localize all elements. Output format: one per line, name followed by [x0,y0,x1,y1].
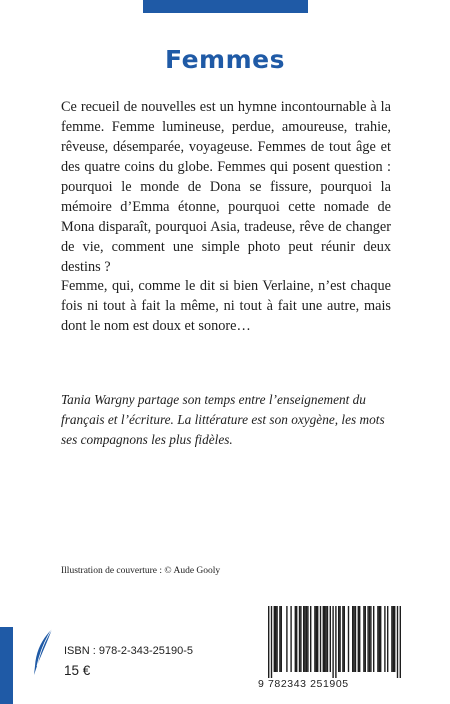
author-bio: Tania Wargny partage son temps entre l’enseignement du français et l’écriture. La littérature est son oxygène, les mots ses compagnons les plus fidèles. [61,392,385,447]
synopsis-paragraph: Ce recueil de nouvelles est un hymne incontournable à la femme. Femme lumineuse, perdue, amoureuse, trahie, rêveuse, désemparée, voyageuse. Femmes de tout âge et des quatre coins du globe. Femmes qui posent question : pourquoi le monde de Dona se fissure, pourquoi la mémoire d’Emma étonne, pourquoi cette nomade de Mona disparaît, pourquoi Asia, tradeuse, rêve de changer de vie, comment une simple photo peut réunir deux destins ? [61,99,391,275]
barcode-bar [324,606,325,672]
barcode-bar [342,606,343,672]
barcode-bar [380,606,381,672]
barcode-bar [268,606,269,678]
barcode-bar [370,606,371,672]
barcode-bar [290,606,291,672]
barcode-bar [323,606,324,672]
barcode-bar [317,606,318,672]
barcode-bar [373,606,374,672]
barcode-bar [306,606,307,672]
barcode-bar [358,606,359,672]
barcode-bar [286,606,287,672]
barcode-bar [325,606,326,672]
barcode-digits: 9 782343 251905 [258,678,349,690]
barcode-bar [363,606,364,672]
barcode-bar [365,606,366,672]
barcode-bar [330,606,331,672]
price-label: 15 € [64,663,91,678]
barcode-bar [276,606,277,672]
isbn-label: ISBN : 978-2-343-25190-5 [64,645,194,657]
barcode-bar [394,606,395,672]
barcode-bar [359,606,360,672]
barcode-bar [352,606,353,672]
barcode-bar [316,606,317,672]
barcode-bar [296,606,297,672]
barcode-bar [304,606,305,672]
barcode-bar [279,606,280,672]
barcode-bar [307,606,308,672]
barcode-bar [303,606,304,672]
barcode-bar [295,606,296,672]
barcode-bar [348,606,349,672]
book-title: Femmes [165,45,285,74]
barcode-bar [377,606,378,672]
barcode-bar [327,606,328,672]
barcode-bar [369,606,370,672]
barcode-bar [393,606,394,672]
barcode-bar [275,606,276,672]
barcode-bar [274,606,275,672]
barcode-bar [338,606,339,672]
barcode-bar [332,606,333,678]
barcode-bar [281,606,282,672]
barcode-bar [400,606,401,678]
barcode-bar [314,606,315,672]
barcode [258,604,408,684]
feather-icon [32,628,54,676]
barcode-bar [310,606,311,672]
barcode-bar [391,606,392,672]
barcode-bar [384,606,385,672]
barcode-bar [299,606,300,672]
barcode-bar [320,606,321,672]
quote-paragraph: Femme, qui, comme le dit si bien Verlaine, n’est chaque fois ni tout à fait la même, ni tout à fait une autre, mais dont le nom est doux et sonore… [61,278,391,334]
barcode-bar [367,606,368,672]
barcode-bar [339,606,340,672]
barcode-bar [387,606,388,672]
top-accent-bar [143,0,308,13]
barcode-bar [353,606,354,672]
barcode-bar [335,606,336,678]
cover-credit: Illustration de couverture : © Aude Gooly [61,566,221,576]
barcode-bar [355,606,356,672]
barcode-bar [271,606,272,678]
barcode-bars [258,604,408,678]
barcode-bar [300,606,301,672]
barcode-bar [397,606,398,678]
bottom-accent-bar [0,627,13,704]
barcode-bar [344,606,345,672]
barcode-bar [379,606,380,672]
